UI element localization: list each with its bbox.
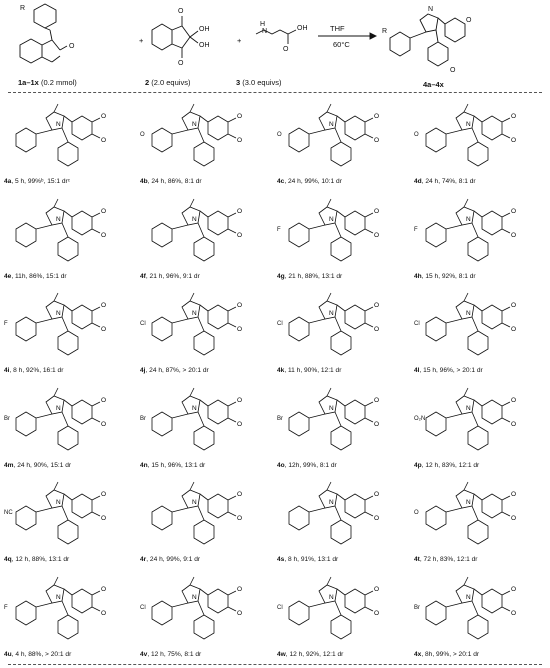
reagent-1-structure [20, 4, 67, 63]
reagent-1-caption [18, 78, 77, 87]
atom-n: N [466, 594, 471, 601]
product-conditions: , 8 h, 92%, 16:1 dr [9, 367, 64, 375]
atom-o: O [374, 326, 380, 334]
atom-o: O [237, 207, 243, 215]
product-cell [412, 474, 549, 568]
reagent-3-amount: (3.0 equivs) [240, 78, 282, 87]
product-cell [2, 474, 139, 568]
product-id: 4l [414, 367, 420, 375]
product-caption [277, 178, 411, 185]
atom-o: O [237, 302, 243, 310]
product-structure [412, 474, 549, 556]
product-id: 4t [414, 556, 420, 564]
reagent-3-caption [236, 78, 281, 87]
product-conditions: , 15 h, 96%, 13:1 dr [147, 461, 206, 469]
product-conditions: , 11h, 86%, 15:1 dr [11, 272, 67, 280]
atom-o: O [511, 491, 517, 499]
product-caption [140, 462, 274, 469]
product-cell [138, 569, 275, 663]
substituent-label: O [414, 510, 419, 517]
product-conditions: , 24 h, 86%, 8:1 dr [147, 178, 202, 185]
product-structure [138, 96, 275, 178]
product-structure [412, 380, 549, 462]
atom-o-6: O [450, 67, 456, 74]
product-caption [414, 178, 548, 185]
product-structure [138, 474, 275, 556]
product-cell [138, 96, 275, 190]
product-cell [2, 191, 139, 285]
atom-n: N [466, 121, 471, 128]
product-conditions: , 15 h, 96%, > 20:1 dr [419, 367, 483, 375]
product-conditions: , 12h, 99%, 8:1 dr [284, 461, 337, 469]
substituent-label: Cl [140, 321, 146, 328]
atom-o-2: O [178, 8, 184, 15]
product-cell [412, 96, 549, 190]
product-id: 4n [140, 461, 148, 469]
product-structure [275, 285, 412, 367]
product-id: 4k [277, 367, 285, 375]
product-id: 4x [414, 651, 422, 658]
atom-o: O [374, 231, 380, 239]
atom-o: O [511, 231, 517, 239]
product-structure [412, 569, 549, 651]
atom-o: O [101, 610, 107, 617]
product-cell [2, 285, 139, 379]
product-cell [275, 285, 412, 379]
atom-o: O [374, 137, 380, 144]
r-group-label-product: R [382, 28, 388, 35]
atom-o: O [511, 326, 517, 334]
solvent-label: THF [330, 24, 345, 33]
atom-n: N [329, 121, 334, 128]
atom-n: N [192, 404, 197, 412]
product-cell [275, 96, 412, 190]
product-conditions: , 5 h, 99%ᵇ, 15:1 drᶜ [11, 178, 71, 185]
product-caption [140, 556, 274, 563]
product-structure [2, 380, 139, 462]
product-id: 4j [140, 367, 146, 375]
product-cell [2, 380, 139, 474]
substituent-label: F [414, 226, 418, 233]
plus-sign-1: + [139, 36, 144, 45]
atom-o: O [511, 420, 517, 428]
product-caption [4, 556, 138, 563]
product-structure [412, 96, 549, 178]
substituent-label: O₂N [414, 415, 426, 422]
atom-o: O [511, 137, 517, 144]
product-conditions: , 11 h, 90%, 12:1 dr [284, 367, 342, 375]
plus-sign-2: + [237, 36, 242, 45]
product-conditions: , 24 h, 87%, > 20:1 dr [145, 367, 209, 375]
atom-o: O [511, 586, 517, 593]
product-caption [4, 462, 138, 469]
substituent-label: F [4, 321, 8, 328]
product-cell [275, 569, 412, 663]
product-cell [138, 285, 275, 379]
atom-o: O [237, 515, 243, 523]
product-structure [2, 285, 139, 367]
atom-n: N [192, 594, 197, 601]
product-structure [275, 474, 412, 556]
product-cell [275, 474, 412, 568]
product-caption [277, 367, 411, 374]
product-conditions: , 24 h, 90%, 15:1 dr [13, 461, 72, 469]
atom-o: O [374, 491, 380, 499]
reagent-3-label: 3 [236, 78, 241, 87]
atom-o: O [511, 113, 517, 120]
atom-n: N [192, 215, 197, 223]
atom-n: N [466, 310, 471, 318]
product-conditions: , 21 h, 88%, 13:1 dr [284, 272, 343, 280]
product-caption [140, 651, 274, 658]
atom-n: N [466, 404, 471, 412]
product-cell [412, 380, 549, 474]
product-caption [4, 178, 138, 185]
product-conditions: , 24 h, 99%, 10:1 dr [284, 178, 342, 185]
product-id: 4p [414, 461, 422, 469]
atom-n: N [56, 594, 61, 601]
product-id: 4g [277, 272, 285, 280]
product-cell [2, 569, 139, 663]
product-caption [277, 556, 411, 563]
atom-o: O [101, 113, 107, 120]
atom-o: O [101, 326, 107, 334]
atom-oh-1: OH [199, 26, 210, 33]
reagent-2-amount: (2.0 equivs) [149, 78, 191, 87]
product-id: 4v [140, 651, 148, 658]
product-structure [2, 569, 139, 651]
divider-bottom [8, 664, 542, 665]
atom-o: O [237, 491, 243, 499]
product-id: 4o [277, 461, 285, 469]
atom-n: N [329, 499, 334, 507]
product-caption [277, 273, 411, 280]
product-id: 4w [277, 651, 286, 658]
product-conditions: , 4 h, 88%, > 20:1 dr [11, 651, 72, 658]
atom-o-4: O [283, 46, 289, 53]
reagent-2-structure [152, 16, 198, 58]
substituent-label: Br [4, 415, 10, 422]
atom-o: O [101, 137, 107, 144]
atom-o: O [101, 302, 107, 310]
product-caption [414, 273, 548, 280]
atom-o: O [374, 420, 380, 428]
product-caption [414, 367, 548, 374]
atom-n: N [466, 499, 471, 507]
product-caption [414, 462, 548, 469]
product-structure [275, 569, 412, 651]
product-caption [4, 651, 138, 658]
atom-o: O [237, 326, 243, 334]
product-conditions: , 12 h, 92%, 12:1 dr [285, 651, 344, 658]
product-caption [4, 367, 138, 374]
atom-n: N [192, 310, 197, 318]
atom-o: O [374, 207, 380, 215]
atom-oh-2: OH [199, 42, 210, 49]
reagent-1-label: 1a–1x [18, 78, 39, 87]
atom-n: N [56, 310, 61, 318]
product-id: 4u [4, 651, 12, 658]
atom-o: O [101, 231, 107, 239]
product-structure [138, 285, 275, 367]
atom-n: N [56, 499, 61, 507]
substituent-label: Cl [277, 605, 283, 611]
product-structure [275, 191, 412, 273]
product-caption [140, 273, 274, 280]
product-cell [412, 285, 549, 379]
product-label: 4a–4x [423, 80, 444, 89]
product-conditions: , 8h, 99%, > 20:1 dr [421, 651, 480, 658]
product-id: 4a [4, 178, 12, 185]
product-conditions: , 8 h, 91%, 13:1 dr [284, 556, 339, 564]
product-cell [412, 191, 549, 285]
product-caption [423, 80, 444, 89]
product-caption [414, 651, 548, 658]
product-id: 4i [4, 367, 10, 375]
atom-o: O [374, 610, 380, 617]
atom-o: O [101, 207, 107, 215]
atom-n: N [56, 404, 61, 412]
atom-o: O [511, 515, 517, 523]
atom-n: N [56, 215, 61, 223]
product-caption [140, 367, 274, 374]
product-cell [275, 380, 412, 474]
product-id: 4s [277, 556, 285, 564]
atom-o: O [374, 586, 380, 593]
product-caption [277, 462, 411, 469]
product-caption [140, 178, 274, 185]
product-conditions: , 15 h, 92%, 8:1 dr [421, 272, 476, 280]
atom-o: O [237, 610, 243, 617]
atom-o: O [101, 515, 107, 523]
atom-o: O [237, 231, 243, 239]
r-group-label: R [20, 5, 26, 12]
product-cell [412, 569, 549, 663]
atom-o: O [374, 302, 380, 310]
product-id: 4d [414, 178, 422, 185]
substituent-label: Br [140, 415, 146, 422]
atom-o: O [511, 302, 517, 310]
product-cell [138, 474, 275, 568]
product-id: 4c [277, 178, 285, 185]
substituent-label: NC [4, 510, 13, 517]
atom-n: N [329, 404, 334, 412]
atom-n: N [192, 121, 197, 128]
product-structure [390, 14, 465, 66]
product-structure [275, 96, 412, 178]
reagent-2-caption [145, 78, 190, 87]
reagent-1-amount: (0.2 mmol) [38, 78, 77, 87]
product-cell [138, 191, 275, 285]
product-conditions: , 21 h, 96%, 9:1 dr [145, 272, 200, 280]
atom-o: O [511, 610, 517, 617]
reagent-2-label: 2 [145, 78, 150, 87]
atom-n: N [466, 215, 471, 223]
atom-n: N [329, 594, 334, 601]
product-structure [2, 96, 139, 178]
atom-o: O [374, 396, 380, 404]
product-id: 4e [4, 272, 12, 280]
reaction-scheme [0, 0, 550, 92]
product-id: 4f [140, 272, 146, 280]
product-structure [2, 474, 139, 556]
atom-n: N [56, 121, 61, 128]
product-id: 4m [4, 461, 14, 469]
atom-o: O [237, 137, 243, 144]
atom-o: O [101, 420, 107, 428]
atom-h: H [260, 21, 266, 28]
atom-o: O [237, 113, 243, 120]
atom-n: N [329, 310, 334, 318]
product-id: 4r [140, 556, 147, 564]
product-conditions: , 12 h, 83%, 12:1 dr [421, 461, 480, 469]
product-conditions: , 12 h, 88%, 13:1 dr [11, 556, 70, 564]
atom-o: O [101, 586, 107, 593]
product-conditions: , 72 h, 83%, 12:1 dr [419, 556, 478, 564]
product-structure [412, 191, 549, 273]
product-structure [138, 380, 275, 462]
substituent-label: F [4, 605, 8, 611]
atom-o: O [511, 207, 517, 215]
product-structure [2, 191, 139, 273]
product-structure [412, 285, 549, 367]
product-id: 4q [4, 556, 12, 564]
product-cell [138, 380, 275, 474]
atom-o: O [237, 586, 243, 593]
substituent-label: Br [414, 605, 420, 611]
substituent-label: Cl [277, 321, 283, 328]
substituent-label: F [277, 226, 281, 233]
atom-o: O [101, 396, 107, 404]
substituent-label: Cl [414, 321, 420, 328]
atom-n-1: N [262, 28, 268, 35]
product-caption [4, 273, 138, 280]
substituent-label: O [140, 132, 145, 138]
product-cell [2, 96, 139, 190]
substituent-label: Cl [140, 605, 146, 611]
atom-o: O [237, 396, 243, 404]
atom-o: O [374, 113, 380, 120]
product-conditions: , 12 h, 75%, 8:1 dr [147, 651, 202, 658]
product-structure [138, 569, 275, 651]
product-cell [275, 191, 412, 285]
atom-o: O [374, 515, 380, 523]
atom-o: O [511, 396, 517, 404]
atom-o-3: O [178, 60, 184, 67]
atom-o: O [101, 491, 107, 499]
atom-o-1: O [69, 43, 75, 50]
product-structure [275, 380, 412, 462]
temperature-label: 60°C [333, 40, 350, 49]
divider-top [8, 92, 542, 93]
atom-o-5: O [466, 17, 472, 24]
atom-n: N [329, 215, 334, 223]
product-structure [138, 191, 275, 273]
substituent-label: Br [277, 415, 283, 422]
product-conditions: , 24 h, 99%, 9:1 dr [146, 556, 201, 564]
product-caption [414, 556, 548, 563]
substituent-label: O [277, 132, 282, 138]
substituent-label: O [414, 132, 419, 138]
atom-n: N [192, 499, 197, 507]
product-conditions: , 24 h, 74%, 8:1 dr [421, 178, 476, 185]
product-caption [277, 651, 411, 658]
product-id: 4b [140, 178, 148, 185]
atom-n-2: N [428, 6, 434, 13]
atom-o: O [237, 420, 243, 428]
product-id: 4h [414, 272, 422, 280]
atom-oh-3: OH [297, 25, 308, 32]
